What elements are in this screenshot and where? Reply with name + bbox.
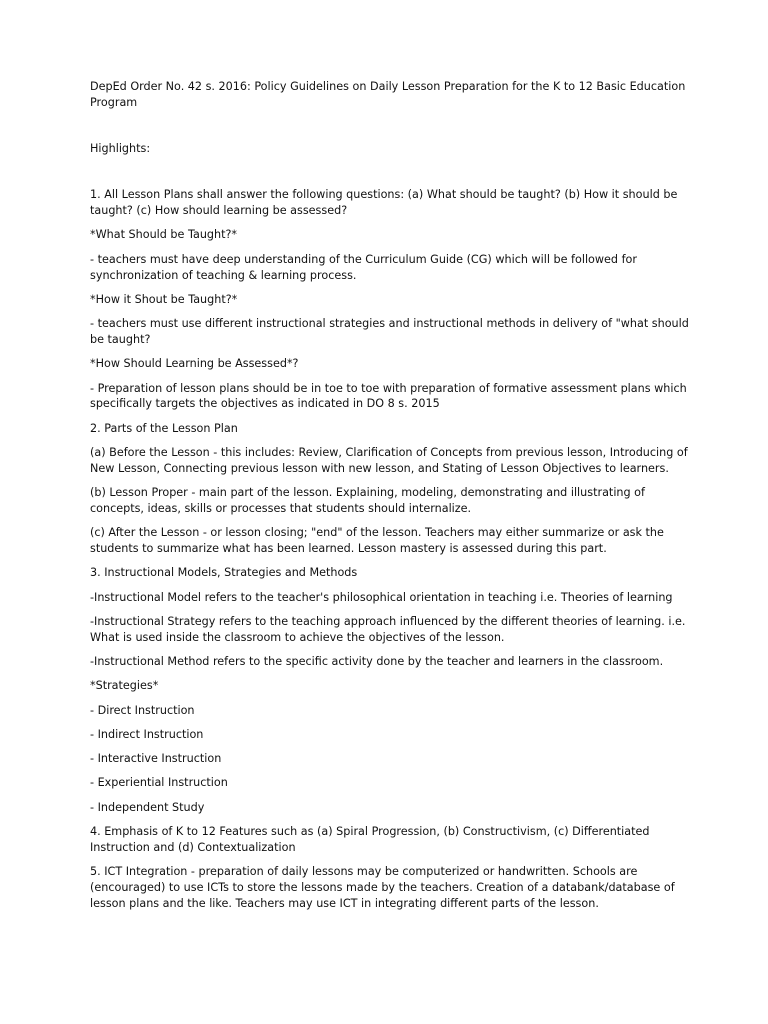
highlights-heading: Highlights: <box>90 141 151 155</box>
paragraph-1: 1. All Lesson Plans shall answer the following questions: (a) What should be taught? (b) How it should be taught? (c) How should learning be assessed? <box>90 188 678 218</box>
paragraph-how-taught-heading: *How it Shout be Taught?* <box>90 292 238 306</box>
list-item: - Indirect Instruction <box>90 727 204 741</box>
document-page <box>90 79 690 911</box>
paragraph-lesson-proper: (b) Lesson Proper - main part of the lesson. Explaining, modeling, demonstrating and illustrating of concepts, ideas, skills or processes that students should internalize. <box>90 486 645 515</box>
section-3-heading: 3. Instructional Models, Strategies and Methods <box>90 566 358 580</box>
paragraph-assessed-text: - Preparation of lesson plans should be in toe to toe with preparation of formative assessment plans which specifically targets the objectives as indicated in DO 8 s. 2015 <box>90 381 687 411</box>
paragraph-what-taught-text: - teachers must have deep understanding of the Curriculum Guide (CG) which will be followed for synchronization of teaching & learning process. <box>90 252 637 282</box>
section-4-paragraph: 4. Emphasis of K to 12 Features such as (a) Spiral Progression, (b) Constructivism, (c) Differentiated Instruction and (d) Contextualization <box>90 825 650 854</box>
section-2-heading: 2. Parts of the Lesson Plan <box>90 421 238 435</box>
paragraph-after-lesson: (c) After the Lesson - or lesson closing; "end" of the lesson. Teachers may either summarize or ask the students to summarize what has been learned. Lesson mastery is assessed during this part. <box>90 526 664 555</box>
list-item: - Direct Instruction <box>90 703 195 717</box>
strategies-heading: *Strategies* <box>90 679 159 693</box>
document-title: DepEd Order No. 42 s. 2016: Policy Guidelines on Daily Lesson Preparation for the K to 12 Basic Education Program <box>90 80 686 109</box>
paragraph-before-lesson: (a) Before the Lesson - this includes: Review, Clarification of Concepts from previous lesson, Introducing of New Lesson, Connecting previous lesson with new lesson, and Stating of Lesson Objectives to learners. <box>90 445 688 475</box>
paragraph-instructional-method: -Instructional Method refers to the specific activity done by the teacher and learners in the classroom. <box>90 654 664 668</box>
list-item: - Experiential Instruction <box>90 776 228 790</box>
paragraph-what-taught-heading: *What Should be Taught?* <box>90 228 238 242</box>
paragraph-instructional-strategy: -Instructional Strategy refers to the teaching approach influenced by the different theories of learning. i.e. What is used inside the classroom to achieve the objectives of the lesson. <box>90 614 686 644</box>
section-5-paragraph: 5. ICT Integration - preparation of daily lessons may be computerized or handwritten. Schools are (encouraged) to use ICTs to store the lessons made by the teachers. Creation of a databank/database of lesson plans and the like. Teachers may use ICT in integrating different parts of the lesson. <box>90 865 675 910</box>
paragraph-how-taught-text: - teachers must use different instructional strategies and instructional methods in delivery of "what should be taught? <box>90 317 689 346</box>
paragraph-assessed-heading: *How Should Learning be Assessed*? <box>90 357 299 371</box>
list-item: - Interactive Instruction <box>90 752 222 766</box>
list-item: - Independent Study <box>90 800 205 814</box>
paragraph-instructional-model: -Instructional Model refers to the teacher's philosophical orientation in teaching i.e. Theories of learning <box>90 590 673 604</box>
